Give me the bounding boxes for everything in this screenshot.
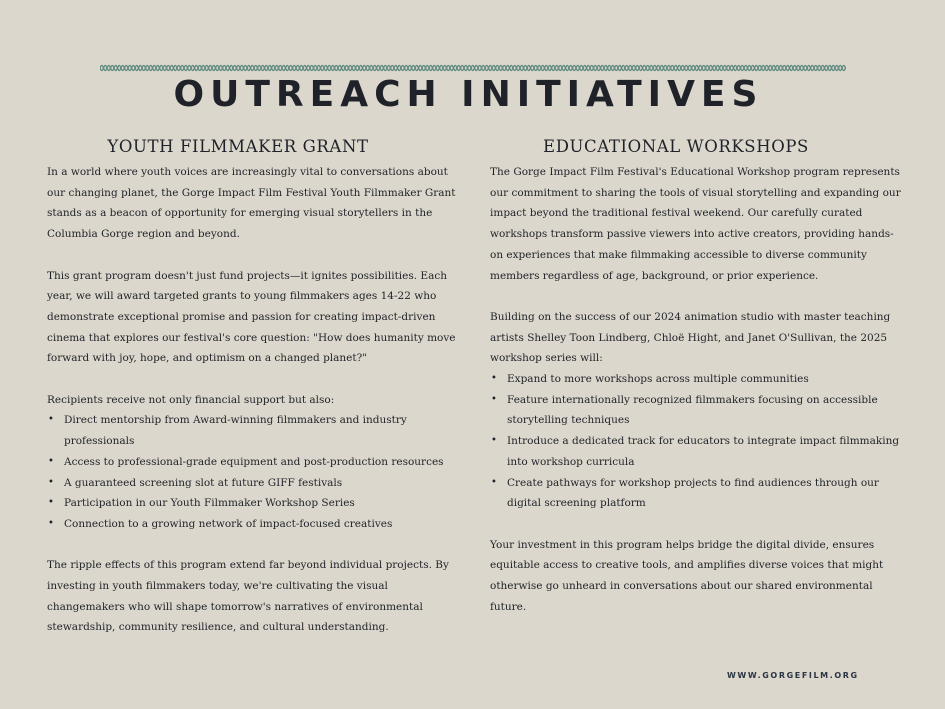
decorative-wave-divider <box>100 63 846 73</box>
youth-grant-benefits-list <box>47 410 459 534</box>
youth-grant-benefits-lead: Recipients receive not only financial support but also: <box>47 393 335 406</box>
bullet-icon: • <box>48 497 54 509</box>
list-item: • Access to professional-grade equipment and post-production resources <box>47 452 459 473</box>
educational-workshops-section <box>490 136 902 638</box>
list-item: • Introduce a dedicated track for educators to integrate impact filmmaking into workshop curricula <box>490 431 902 472</box>
youth-grant-section <box>47 136 459 659</box>
list-item: • Feature internationally recognized filmmakers focusing on accessible storytelling techniques <box>490 390 902 431</box>
page-title: OUTREACH INITIATIVES <box>173 74 764 115</box>
bullet-icon: • <box>48 455 54 467</box>
workshops-closing: Your investment in this program helps bridge the digital divide, ensures equitable access to creative tools, and amplifies diverse voices that might otherwise go unheard in conversations about our shared environmental future. <box>490 538 884 613</box>
website-url: WWW.GORGEFILM.ORG <box>727 671 859 680</box>
bullet-icon: • <box>491 393 497 405</box>
list-item: • Expand to more workshops across multiple communities <box>490 369 902 390</box>
list-item: • A guaranteed screening slot at future GIFF festivals <box>47 473 459 494</box>
youth-grant-intro: In a world where youth voices are increasingly vital to conversations about our changing planet, the Gorge Impact Film Festival Youth Filmmaker Grant stands as a beacon of opportunity for emerging visual storytellers in the Columbia Gorge region and beyond. <box>47 166 456 241</box>
list-item: • Direct mentorship from Award-winning filmmakers and industry professionals <box>47 410 459 451</box>
youth-grant-closing: The ripple effects of this program extend far beyond individual projects. By investing in youth filmmakers today, we're cultivating the visual changemakers who will shape tomorrow's narratives of environmental stewardship, community resilience, and cultural understanding. <box>47 559 449 634</box>
bullet-icon: • <box>491 476 497 488</box>
bullet-icon: • <box>48 414 54 426</box>
youth-grant-heading: YOUTH FILMMAKER GRANT <box>107 137 369 156</box>
list-item: • Create pathways for workshop projects to find audiences through our digital screening platform <box>490 473 902 514</box>
bullet-icon: • <box>491 435 497 447</box>
youth-grant-description: This grant program doesn't just fund projects—it ignites possibilities. Each year, we will award targeted grants to young filmmakers ages 14-22 who demonstrate exceptional promise and passion for creating impact-driven cinema that explores our festival's core question: "How does humanity move forward with joy, hope, and optimism on a changed planet?" <box>47 269 456 365</box>
workshops-intro: The Gorge Impact Film Festival's Educational Workshop program represents our commitment to sharing the tools of visual storytelling and expanding our impact beyond the traditional festival weekend. Our carefully curated workshops transform passive viewers into active creators, providing hands-on experiences that make filmmaking accessible to diverse community members regardless of age, background, or prior experience. <box>490 166 901 282</box>
bullet-icon: • <box>48 517 54 529</box>
workshops-plans-list <box>490 369 902 514</box>
bullet-icon: • <box>491 373 497 385</box>
list-item: • Participation in our Youth Filmmaker Workshop Series <box>47 493 459 514</box>
list-item: • Connection to a growing network of impact-focused creatives <box>47 514 459 535</box>
workshops-series-lead: Building on the success of our 2024 animation studio with master teaching artists Shelley Toon Lindberg, Chloë Hight, and Janet O'Sullivan, the 2025 workshop series will: <box>490 310 891 365</box>
workshops-heading: EDUCATIONAL WORKSHOPS <box>543 137 809 156</box>
bullet-icon: • <box>48 476 54 488</box>
